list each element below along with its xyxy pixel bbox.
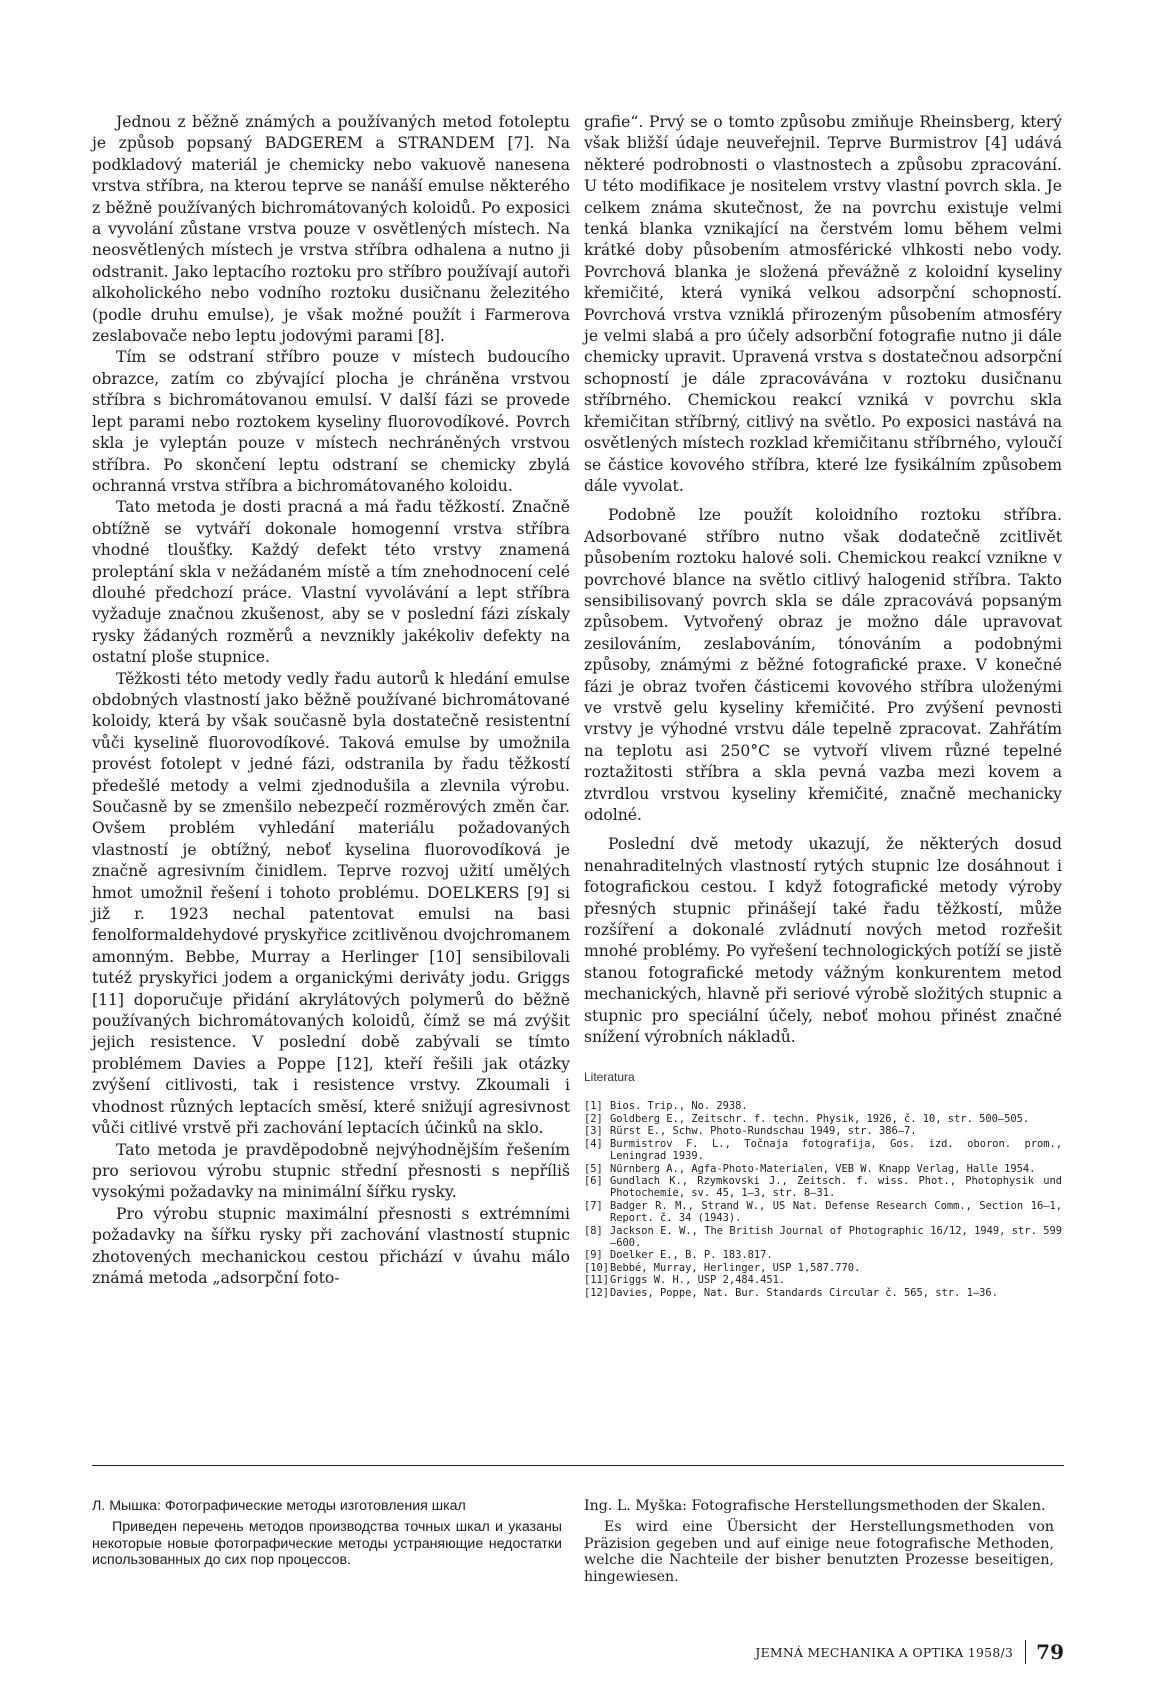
reference-text: Davies, Poppe, Nat. Bur. Standards Circular č. 565, str. 1—36. bbox=[610, 1286, 998, 1299]
paragraph: Tato metoda je dosti pracná a má řadu těžkostí. Značně obtížně se vytváří dokonale homogenní vrstva stříbra vhodné tloušťky. Každý defekt této vrstvy znamená proleptání skla v nežádaném místě a tím znehodnocení celé dlouhé předchozí práce. Vlastní vyvolávání a lept stříbra vyžaduje značnou zkušenost, aby se v poslední fázi získaly rysky žádaných rozměrů a nevznikly jakékoliv defekty na ostatní ploše stupnice. bbox=[92, 498, 570, 667]
paragraph: Tato metoda je pravděpodobně nejvýhodnějším řešením pro seriovou výrobu stupnic střední přesnosti s nepříliš vysokými požadavky na minimální šířku rysky. bbox=[92, 1140, 570, 1202]
reference-number: [12] bbox=[584, 1286, 610, 1299]
page-number: 79 bbox=[1036, 1640, 1064, 1664]
reference-text: Badger R. M., Strand W., US Nat. Defense Research Comm., Section 16—1, Report. č. 34 (1943). bbox=[610, 1199, 1062, 1225]
reference-item bbox=[584, 1200, 1062, 1225]
reference-item bbox=[584, 1113, 1062, 1125]
reference-text: Doelker E., B. P. 183.817. bbox=[610, 1249, 773, 1262]
reference-text: Rürst E., Schw. Photo-Rundschau 1949, str. 386—7. bbox=[610, 1125, 917, 1138]
reference-number: [7] bbox=[584, 1199, 603, 1212]
reference-text: Gundlach K., Rzymkovski J., Zeitsch. f. wiss. Phot., Photophysik und Photochemie, sv. 45, 1—3, str. 8—31. bbox=[610, 1174, 1062, 1200]
reference-item bbox=[584, 1125, 1062, 1137]
reference-item bbox=[584, 1163, 1062, 1175]
abstract-german bbox=[584, 1498, 1054, 1586]
abstract-divider bbox=[92, 1465, 1064, 1466]
reference-text: Goldberg E., Zeitschr. f. techn. Physik, 1926, č. 10, str. 500—505. bbox=[610, 1112, 1030, 1125]
journal-title: JEMNÁ MECHANIKA A OPTIKA 1958/3 bbox=[755, 1644, 1014, 1660]
paragraph: Jednou z běžně známých a používaných metod fotoleptu je způsob popsaný BADGEREM a STRANDEM [7]. Na podkladový materiál je chemicky nebo vakuově nanesena vrstva stříbra, na kterou teprve se nanáší emulse některého z běžně používaných bichromátovaných koloidů. Po exposici a vyvolání zůstane vrstva pouze v osvětlených místech. Na neosvětlených místech je vrstva stříbra odhalena a nutno ji odstranit. Jako leptacího roztoku pro stříbro používají autoři alkoholického nebo vodního roztoku dusičnanu železitého (podle druhu emulse), je však možné použít i Farmerova zeslabovače nebo leptu jodovými parami [8]. bbox=[92, 113, 570, 346]
paragraph: Těžkosti této metody vedly řadu autorů k hledání emulse obdobných vlastností jako běžně používané bichromátované koloidy, která by však současně byla dostatečně resistentní vůči kyselině fluorovodíkové. Taková emulse by umožnila provést fotolept v jedné fázi, odstranila by řadu těžkostí předešlé metody a velmi zjednodušila a zlevnila výrobu. Současně by se zmenšilo nebezpečí rozměrových změn čar. Ovšem problém vyhledání materiálu požadovaných vlastností je obtížný, neboť kyselina fluorovodíková je značně agresivním činidlem. Teprve rozvoj užití umělých hmot umožnil řešení i tohoto problému. DOELKERS [9] si již r. 1923 nechal patentovat emulsi na basi fenolformaldehydové pryskyřice zcitlivěnou dvojchromanem amonným. Bebbe, Murray a Herlinger [10] sensibilovali tutéž pryskyřici jodem a organickými deriváty jodu. Griggs [11] doporučuje přidání akrylátových polymerů do běžně používaných bichromátovaných koloidů, čímž se má zvýšit jejich resistence. V poslední době zabývali se tímto problémem Davies a Poppe [12], kteří řešili jak otázky zvýšení citlivosti, tak i resistence vrstvy. Zkoumali i vhodnost různých leptacích směsí, které snižují agresivnost vůči citlivé vrstvě při zachování leptacích účinků na sklo. bbox=[92, 669, 570, 1138]
reference-item bbox=[584, 1225, 1062, 1250]
left-column bbox=[92, 112, 570, 1289]
reference-number: [3] bbox=[584, 1125, 603, 1138]
reference-number: [8] bbox=[584, 1224, 603, 1237]
reference-number: [1] bbox=[584, 1100, 603, 1113]
reference-text: Jackson E. W., The British Journal of Photographic 16/12, 1949, str. 599—600. bbox=[610, 1224, 1062, 1249]
reference-number: [6] bbox=[584, 1174, 603, 1187]
page-footer bbox=[700, 1640, 1064, 1664]
abstract-title: Ing. L. Myška: Fotografische Herstellungsmethoden der Skalen. bbox=[584, 1498, 1046, 1514]
reference-number: [5] bbox=[584, 1162, 603, 1175]
paragraph: Tím se odstraní stříbro pouze v místech budoucího obrazce, zatím co zbývající plocha je chráněna vrstvou stříbra s bichromátovanou emulsí. V další fázi se provede lept parami nebo roztokem kyseliny fluorovodíkové. Povrch skla je vyleptán pouze v místech nechráněných vrstvou stříbra. Po skončení leptu odstraní se chemicky zbylá ochranná vrstva stříbra a bichromátovaného koloidu. bbox=[92, 348, 570, 495]
reference-text: Bebbé, Murray, Herlinger, USP 1,587.770. bbox=[610, 1261, 861, 1274]
reference-text: Nürnberg A., Agfa-Photo-Materialen, VEB W. Knapp Verlag, Halle 1954. bbox=[610, 1162, 1036, 1175]
reference-text: Burmistrov F. L., Točnaja fotografija, Gos. izd. oboron. prom., Leningrad 1939. bbox=[610, 1137, 1062, 1163]
reference-item bbox=[584, 1249, 1062, 1261]
paragraph: grafie“. Prvý se o tomto způsobu zmiňuje Rheinsberg, který však bližší údaje neuveřejnil. Teprve Burmistrov [4] udává některé podrobnosti o vlastnostech a způsobu zpracování. U této modifikace je nositelem vrstvy vlastní povrch skla. Je celkem známa skutečnost, že na povrchu existuje velmi tenká blanka vznikající na čerstvém lomu během velmi krátké doby působením atmosférické vlhkosti nebo vody. Povrchová blanka je složená převážně z koloidní kyseliny křemičité, která vyniká velkou adsorpční schopností. Povrchová vrstva vzniklá přirozeným působením atmosféry je velmi slabá a pro účely adsorbční fotografie nutno ji dále chemicky upravit. Upravená vrstva s dostatečnou adsorpční schopností je dále zpracovávána v roztoku dusičnanu stříbrného. Chemickou reakcí vzniká v povrchu skla křemičitan stříbrný, citlivý na světlo. Po exposici nastává na osvětlených místech rozklad křemičitanu stříbrného, vyloučí se částice kovového stříbra, které lze fysikálním způsobem dále vyvolat. bbox=[584, 113, 1062, 495]
abstract-russian bbox=[92, 1498, 562, 1569]
reference-item bbox=[584, 1287, 1062, 1299]
abstract-body: Es wird eine Übersicht der Herstellungsmethoden von Präzision gegeben und auf einige neue fotografische Methoden, welche die Nachteile der bisher benutzten Prozesse beseitigen, hingewiesen. bbox=[584, 1518, 1054, 1586]
reference-item bbox=[584, 1138, 1062, 1163]
reference-number: [4] bbox=[584, 1137, 603, 1150]
reference-text: Griggs W. H., USP 2,484.451. bbox=[610, 1274, 786, 1287]
footer-separator bbox=[1025, 1640, 1026, 1664]
reference-item bbox=[584, 1262, 1062, 1274]
reference-item bbox=[584, 1175, 1062, 1200]
reference-item bbox=[584, 1274, 1062, 1286]
reference-number: [2] bbox=[584, 1112, 603, 1125]
paragraph: Podobně lze použít koloidního roztoku stříbra. Adsorbované stříbro nutno však dodatečně zcitlivět působením roztoku halové soli. Chemickou reakcí vznikne v povrchové blance na světlo citlivý halogenid stříbra. Takto sensibilisovaný povrch skla se dále zpracovává popsaným způsobem. Vytvořený obraz je možno dále upravovat zesilováním, zeslabováním, tónováním a podobnými způsoby, známými z běžné fotografické praxe. V konečné fázi je obraz tvořen částicemi kovového stříbra uloženými ve vrstvě gelu kyseliny křemičité. Pro zvýšení pevnosti vrstvy je výhodné vrstvu dále tepelně zpracovat. Zahřátím na teplotu asi 250°C se vytvoří vlivem různé tepelné roztažitosti stříbra a skla pevná vazba mezi kovem a ztvrdlou vrstvou kyseliny křemičité, značně mechanicky odolné. bbox=[584, 506, 1062, 824]
paragraph: Poslední dvě metody ukazují, že některých dosud nenahraditelných vlastností rytých stupnic lze dosáhnout i fotografickou cestou. I když fotografické metody výroby přesných stupnic přinášejí také řadu těžkostí, může rozšíření a dokonalé zvládnutí nových metod rozřešit mnohé problémy. Po vyřešení technologických potíží se jistě stanou fotografické metody vážným konkurentem metod mechanických, hlavně při seriové výrobě složitých stupnic a stupnic pro speciální účely, neboť mohou přinést značné snížení výrobních nákladů. bbox=[584, 835, 1062, 1047]
reference-text: Bios. Trip., No. 2938. bbox=[610, 1100, 748, 1113]
right-column bbox=[584, 112, 1062, 1299]
reference-number: [10] bbox=[584, 1261, 610, 1274]
references-list bbox=[584, 1100, 1062, 1299]
reference-number: [9] bbox=[584, 1249, 603, 1262]
reference-item bbox=[584, 1100, 1062, 1112]
references-heading: Literatura bbox=[584, 1070, 635, 1085]
paragraph: Pro výrobu stupnic maximální přesnosti s extrémními požadavky na šířku rysky při zachování vlastností stupnic zhotovených mechanickou cestou přichází v úvahu málo známá metoda „adsorpční foto- bbox=[92, 1204, 570, 1287]
abstract-title: Л. Мышка: Фотографические методы изготовления шкал bbox=[92, 1498, 466, 1514]
abstract-body: Приведен перечень методов производства точных шкал и указаны некоторые новые фотографические методы устраняющие недостатки использованных до сих пор процессов. bbox=[92, 1518, 562, 1569]
reference-number: [11] bbox=[584, 1274, 610, 1287]
